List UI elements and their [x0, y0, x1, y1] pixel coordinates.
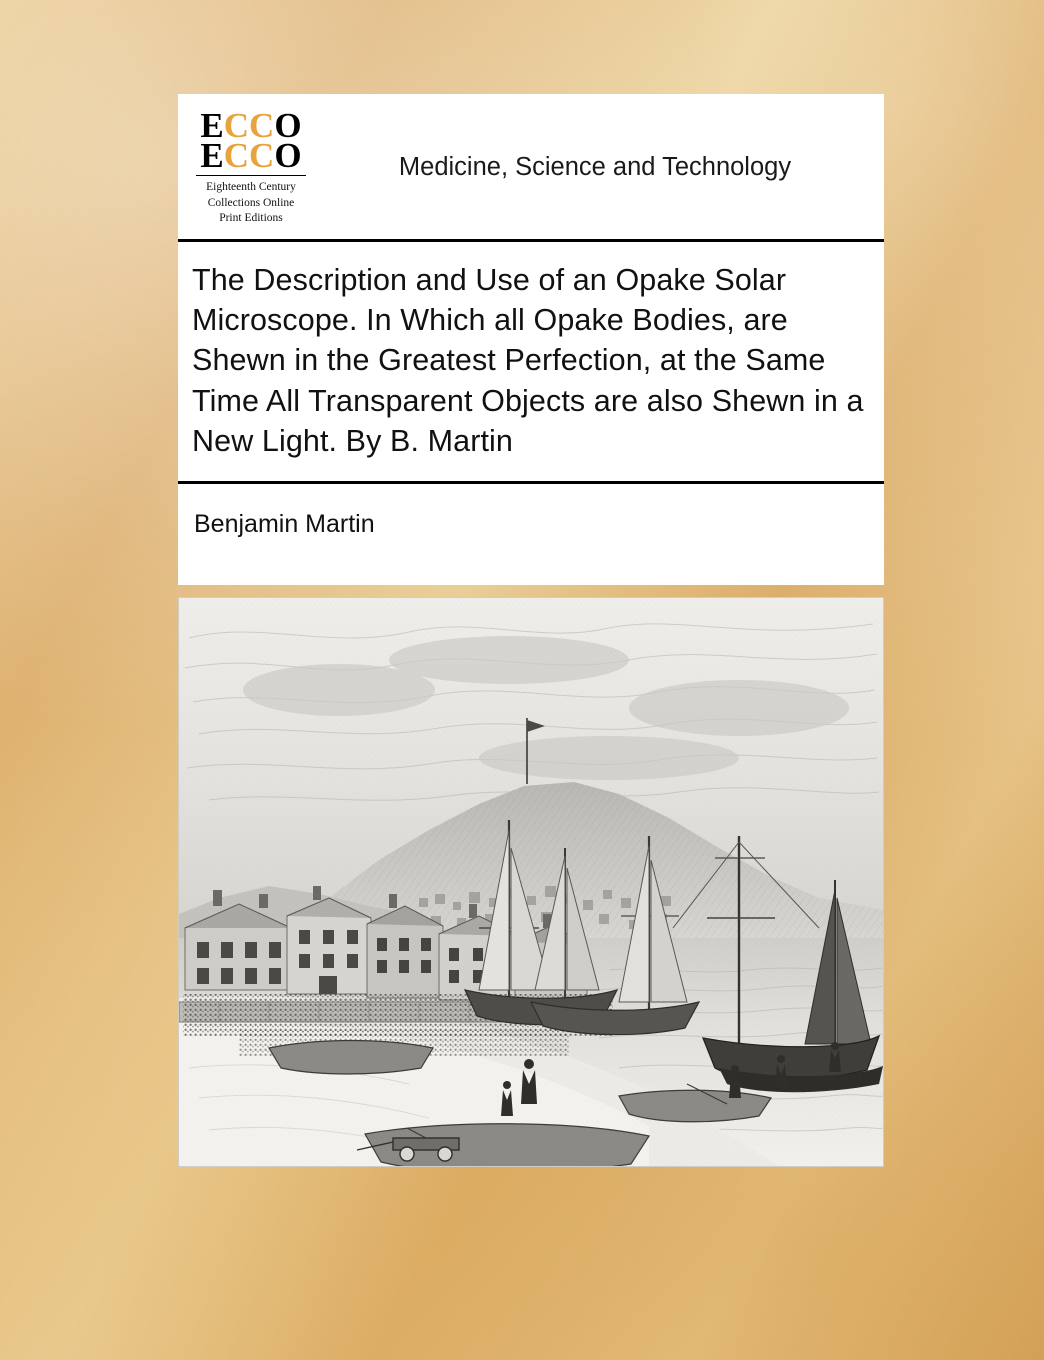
cover-text-panel: [178, 94, 884, 585]
book-cover: [178, 94, 884, 1167]
author-name: Benjamin Martin: [194, 510, 375, 539]
ecco-logo-subtitle-2: Collections Online: [207, 196, 295, 209]
ecco-header: [178, 94, 884, 239]
ecco-logo-wordmark-line1: ECCO: [200, 106, 302, 145]
cover-illustration: [178, 597, 884, 1167]
ecco-logo-wordmark-line2: ECCO: [200, 136, 302, 176]
ecco-logo: [190, 108, 312, 227]
ecco-logo-subtitle-1: Eighteenth Century: [206, 181, 296, 194]
ecco-logo-subtitle-3: Print Editions: [219, 212, 283, 225]
ecco-logo-divider: [196, 175, 306, 176]
page-title: The Description and Use of an Opake Solar Microscope. In Which all Opake Bodies, are Shewn in the Greatest Perfection, at the Same Time All Transparent Objects are also Shewn in a New Light. By B. Martin: [192, 262, 864, 458]
collection-heading: Medicine, Science and Technology: [398, 152, 792, 181]
harbour-engraving-svg: [179, 598, 883, 1166]
